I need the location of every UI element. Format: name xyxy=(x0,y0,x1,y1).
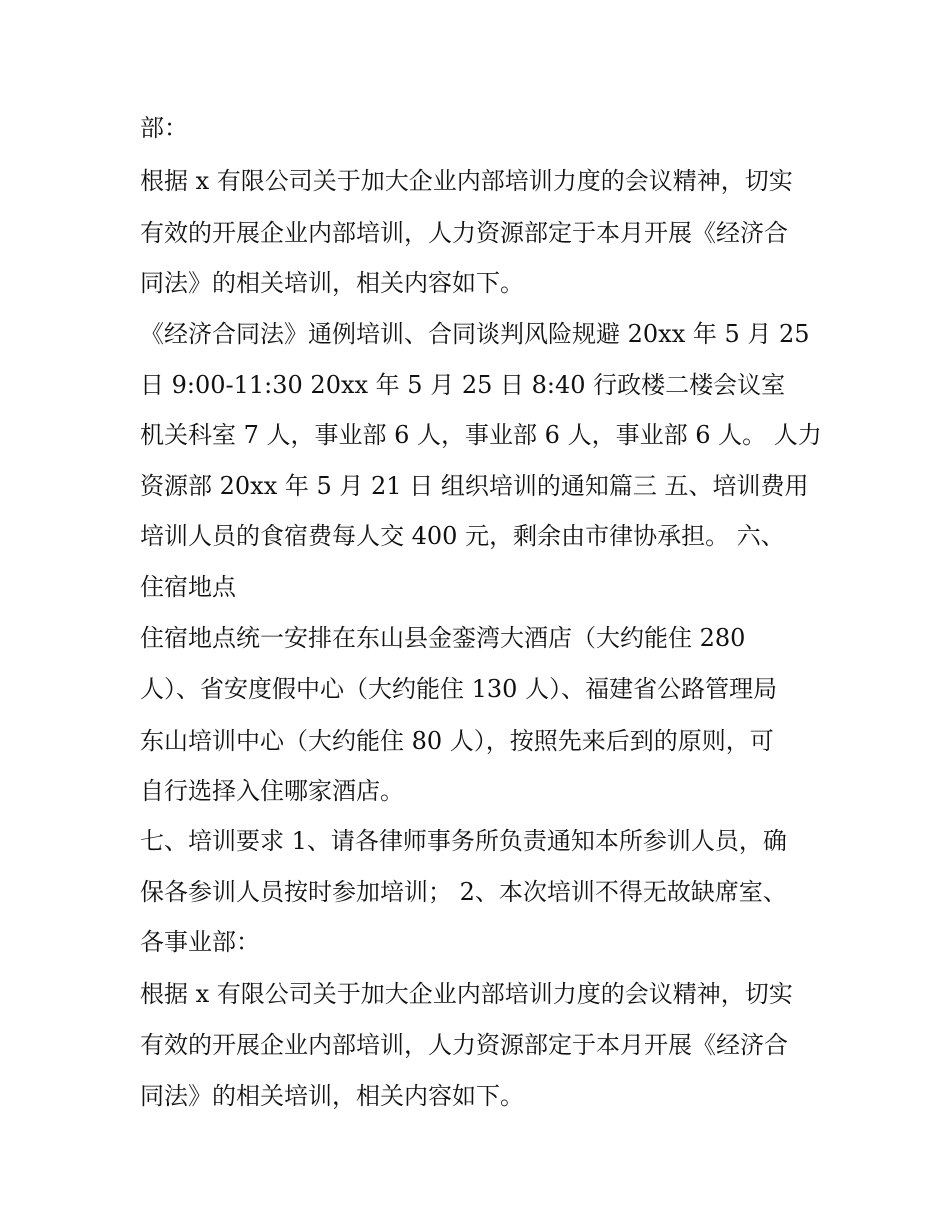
text-line: 根据 x 有限公司关于加大企业内部培训力度的会议精神，切实 xyxy=(140,980,793,1008)
text-line: 部： xyxy=(140,114,188,142)
text-line: 培训人员的食宿费每人交 400 元，剩余由市律协承担。 六、 xyxy=(140,522,785,550)
text-line: 东山培训中心（大约能住 80 人），按照先来后到的原则，可 xyxy=(140,727,774,755)
text-line: 有效的开展企业内部培训，人力资源部定于本月开展《经济合 xyxy=(140,219,788,247)
text-line: 人）、省安度假中心（大约能住 130 人）、福建省公路管理局 xyxy=(140,675,778,703)
text-line: 七、培训要求 1、请各律师事务所负责通知本所参训人员，确 xyxy=(140,827,787,855)
text-line: 日 9:00-11:30 20xx 年 5 月 25 日 8:40 行政楼二楼会议室 xyxy=(140,371,786,399)
text-line: 有效的开展企业内部培训，人力资源部定于本月开展《经济合 xyxy=(140,1031,788,1059)
text-line: 根据 x 有限公司关于加大企业内部培训力度的会议精神，切实 xyxy=(140,167,793,195)
text-line: 《经济合同法》通例培训、合同谈判风险规避 20xx 年 5 月 25 xyxy=(140,320,810,348)
text-line: 保各参训人员按时参加培训； 2、本次培训不得无故缺席室、 xyxy=(140,878,787,906)
text-line: 自行选择入住哪家酒店。 xyxy=(140,777,404,805)
text-line: 住宿地点统一安排在东山县金銮湾大酒店（大约能住 280 xyxy=(140,624,746,652)
text-line: 同法》的相关培训，相关内容如下。 xyxy=(140,1082,524,1110)
text-line: 机关科室 7 人，事业部 6 人，事业部 6 人，事业部 6 人。 人力 xyxy=(140,421,822,449)
text-line: 资源部 20xx 年 5 月 21 日 组织培训的通知篇三 五、培训费用 xyxy=(140,472,809,500)
text-line: 各事业部： xyxy=(140,928,260,956)
text-line: 同法》的相关培训，相关内容如下。 xyxy=(140,269,524,297)
text-line: 住宿地点 xyxy=(140,573,236,601)
